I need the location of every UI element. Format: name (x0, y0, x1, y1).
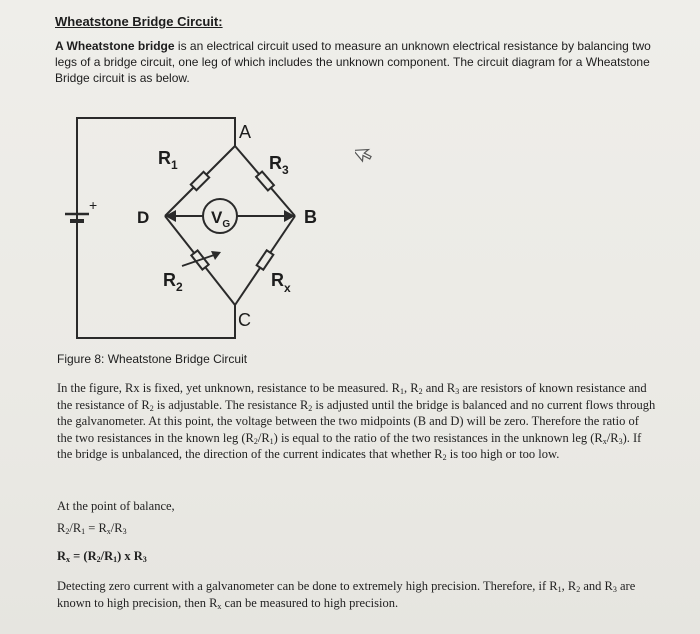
closing-paragraph: Detecting zero current with a galvanometer can be done to extremely high precision. Therefore, if $R_1$, $R_2$ and $R_3$ are known to high precision, then $R_x$ can be measured to high precision. (57, 579, 636, 611)
r3-label (269, 153, 289, 177)
r3-sub: 3 (282, 163, 289, 177)
r2-letter: R (163, 270, 176, 290)
node-d-label: D (137, 208, 150, 227)
balance-label: At the point of balance, (57, 499, 175, 513)
mouse-pointer-icon (355, 142, 375, 164)
rx-sub: x (284, 281, 291, 295)
balance-equation: $R_2/R_1 = R_x/R_3$ (57, 521, 127, 536)
r2-sub: 2 (176, 280, 183, 294)
node-b-label: B (304, 207, 317, 227)
node-c-label: C (238, 310, 251, 330)
resistor-r3 (256, 172, 274, 191)
r1-sub: 1 (171, 158, 178, 172)
rx-letter: R (271, 270, 284, 290)
explanation-paragraph: In the figure, Rx is fixed, yet unknown, resistance to be measured. $R_1$, $R_2$ and $R_3$ are resistors of known resistance and the resistance of $R_2$ is adjustable. The resistance $R_2$ is adjusted until the bridge is balanced and no current flows through the galvanometer. At this point, the voltage between the two midpoints (B and D) will be zero. Therefore the ratio of the two resistances in the known leg $(R_2/R_1)$ is equal to the ratio of the two resistances in the unknown leg $(R_x/R_3)$. If the bridge is unbalanced, the direction of the current indicates that whether $R_2$ is too high or too low. (57, 381, 656, 462)
intro-bold-term: A Wheatstone bridge (55, 39, 175, 53)
r1-label (158, 148, 178, 172)
rx-equation: $R_x = (R_2/R_1)$ x $R_3$ (57, 549, 147, 564)
r2-label (163, 270, 183, 294)
intro-text: is an electrical circuit used to measure an unknown electrical resistance by balancing two legs of a bridge circuit, one leg of which includes the unknown component. The circuit diagram for a Wheatstone Bridge circuit is as below. (55, 39, 651, 85)
r3-letter: R (269, 153, 282, 173)
galv-letter: V (211, 208, 223, 227)
rx-label (271, 270, 291, 295)
galv-sub: G (222, 219, 231, 230)
r1-letter: R (158, 148, 171, 168)
node-a-label: A (239, 122, 252, 142)
intro-paragraph (55, 38, 655, 86)
section-heading: Wheatstone Bridge Circuit: (55, 14, 223, 29)
figure-caption: Figure 8: Wheatstone Bridge Circuit (57, 352, 248, 366)
resistor-rx (257, 250, 274, 269)
battery-plus-label: + (89, 197, 98, 213)
resistor-r1 (191, 172, 209, 190)
wheatstone-bridge-diagram (55, 100, 395, 350)
